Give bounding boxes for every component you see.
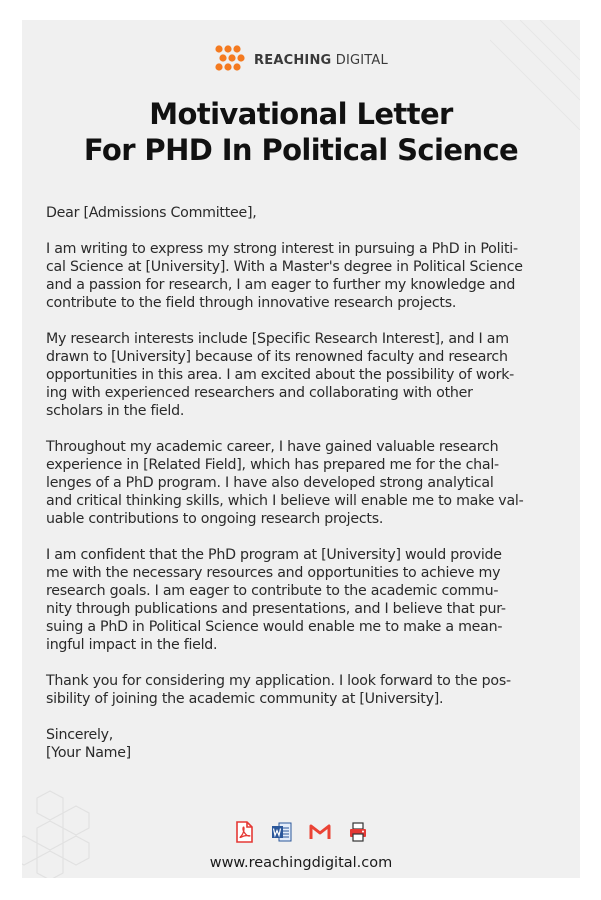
footer-url[interactable]: www.reachingdigital.com bbox=[209, 855, 393, 871]
letter-greeting: Dear [Admissions Committee], bbox=[46, 205, 257, 221]
letter-closing bbox=[46, 726, 558, 762]
page-title bbox=[22, 96, 580, 168]
letter-card bbox=[22, 20, 580, 878]
word-icon[interactable] bbox=[270, 820, 294, 844]
closing-salutation: Sincerely, bbox=[46, 727, 114, 743]
signature: [Your Name] bbox=[46, 745, 131, 761]
letter-paragraph-4: I am confident that the PhD program at [University] would provide me with the necessary resources and opportunities to achieve my research goals. I am eager to contribute to the academic commu- nity through publications and presentations, and I believe that pur- suing a PhD in Political Science would enable me to make a mean- ingful impact in the field. bbox=[46, 547, 506, 653]
pdf-icon[interactable] bbox=[232, 820, 256, 844]
title-line-1: Motivational Letter bbox=[149, 97, 453, 131]
letter-paragraph-3: Throughout my academic career, I have gained valuable research experience in [Related Field], which has prepared me for the chal- lenges of a PhD program. I have also developed strong analytical and critical thinking skills, which I believe will enable me to make val- uable contributions to ongoing research projects. bbox=[46, 439, 524, 527]
letter-paragraph-2: My research interests include [Specific Research Interest], and I am drawn to [University] because of its renowned faculty and research opportunities in this area. I am excited about the possibility of work- ing with experienced researchers and collaborating with other scholars in the field. bbox=[46, 331, 515, 419]
gmail-icon[interactable] bbox=[308, 820, 332, 844]
letter-paragraph-5: Thank you for considering my application. I look forward to the pos- sibility of joining the academic community at [University]. bbox=[46, 673, 511, 707]
brand-name: REACHING DIGITAL bbox=[254, 52, 388, 68]
letter-body bbox=[46, 204, 558, 780]
brand-header bbox=[22, 44, 580, 76]
title-line-2: For PHD In Political Science bbox=[83, 133, 519, 167]
download-options bbox=[22, 820, 580, 844]
reaching-digital-logo-icon bbox=[214, 44, 246, 76]
print-icon[interactable] bbox=[346, 820, 370, 844]
letter-paragraph-1: I am writing to express my strong interest in pursuing a PhD in Politi- cal Science at [University]. With a Master's degree in Political Science and a passion for research, I am eager to further my knowledge and contribute to the field through innovative research projects. bbox=[46, 241, 523, 311]
